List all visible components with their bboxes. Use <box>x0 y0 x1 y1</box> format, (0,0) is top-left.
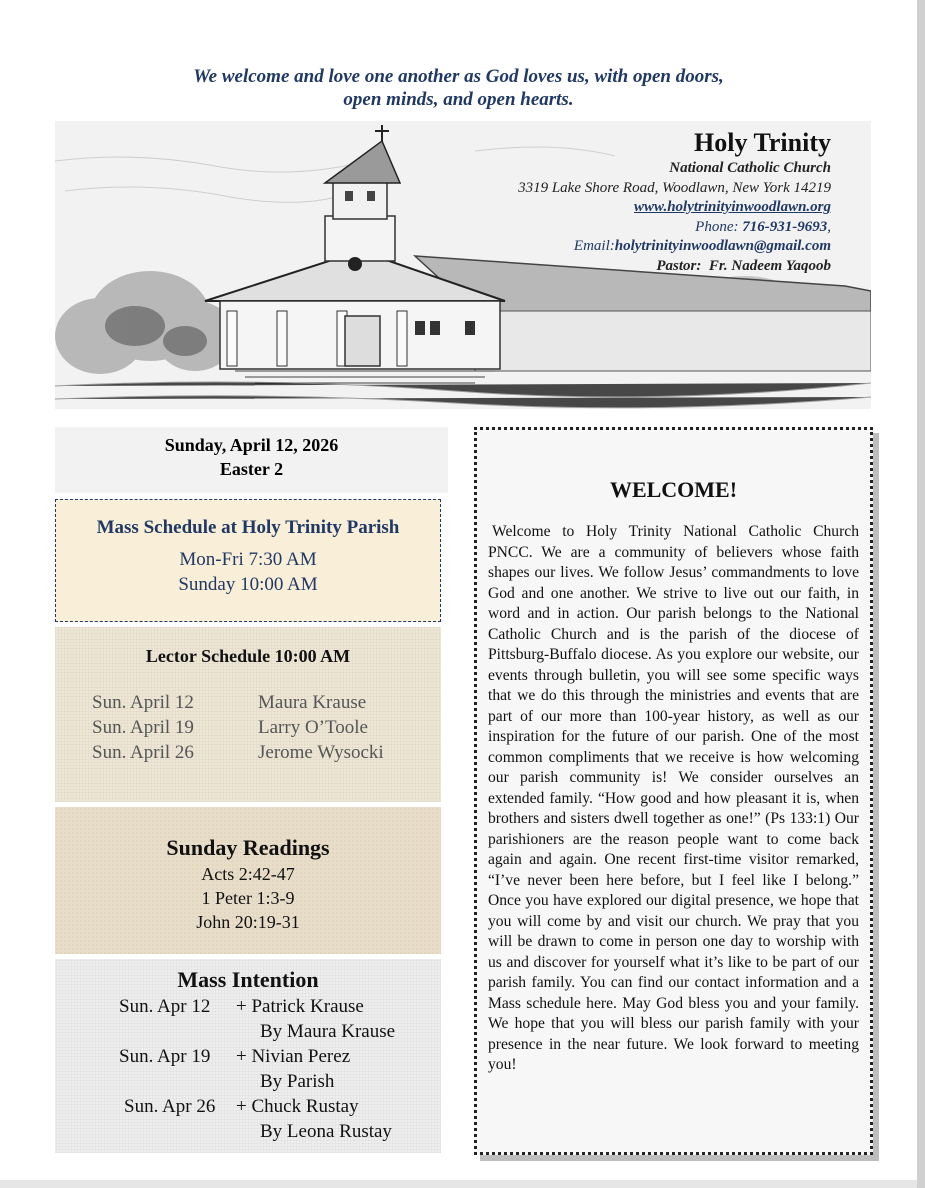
phone-label: Phone: <box>695 218 739 235</box>
lector-name: Jerome Wysocki <box>258 742 384 763</box>
lector-row <box>92 715 368 740</box>
readings-title: Sunday Readings <box>166 835 330 860</box>
church-address: 3319 Lake Shore Road, Woodlawn, New York 14219 <box>518 179 831 196</box>
church-header-image <box>55 121 871 409</box>
intention-by: By Leona Rustay <box>260 1121 392 1142</box>
intention-date: Sun. Apr 12 <box>119 996 211 1017</box>
lector-row <box>92 690 366 715</box>
phone-number[interactable]: 716-931-9693 <box>742 218 828 235</box>
intention-name: + Chuck Rustay <box>236 1096 359 1117</box>
lector-date: Sun. April 12 <box>92 692 194 713</box>
lector-date: Sun. April 19 <box>92 717 194 738</box>
lector-schedule-title: Lector Schedule 10:00 AM <box>145 646 351 666</box>
tagline-line-2: open minds, and open hearts. <box>343 89 574 110</box>
sunday-readings-box <box>55 807 441 954</box>
mass-intention-box <box>55 959 441 1153</box>
mass-schedule-sunday: Sunday 10:00 AM <box>178 574 318 595</box>
church-website-link[interactable]: www.holytrinityinwoodlawn.org <box>634 199 831 216</box>
welcome-title: WELCOME! <box>609 477 738 502</box>
church-pastor-line: Pastor: Fr. Nadeem Yaqoob <box>656 257 831 274</box>
lector-schedule-box <box>55 627 441 802</box>
email-address[interactable]: holytrinityinwoodlawn@gmail.com <box>614 238 831 255</box>
intention-name: + Patrick Krause <box>236 996 364 1017</box>
tagline-line-1: We welcome and love one another as God loves us, with open doors, <box>193 66 724 87</box>
lector-name: Larry O’Toole <box>258 717 368 738</box>
intention-by: By Parish <box>260 1071 335 1092</box>
lector-row <box>92 740 384 765</box>
lector-name: Maura Krause <box>258 692 367 713</box>
tagline <box>0 65 917 111</box>
mass-schedule-box <box>55 499 441 622</box>
pastor-name: Fr. Nadeem Yaqoob <box>708 257 831 274</box>
intention-by: By Maura Krause <box>260 1021 396 1042</box>
bulletin-date: Sunday, April 12, 2026 <box>164 435 339 455</box>
reading-line: Acts 2:42-47 <box>201 864 295 884</box>
reading-line: 1 Peter 1:3-9 <box>201 888 295 908</box>
mass-schedule-title: Mass Schedule at Holy Trinity Parish <box>96 517 400 538</box>
welcome-text: Welcome to Holy Trinity National Catholic Church PNCC. We are a community of believers whose faith shapes our lives. We follow Jesus’ commandments to love God and one another. We strive to live out our faith, in word and in action. Our parish belongs to the National Catholic Church and is the parish of the diocese of Pittsburg-Buffalo diocese. As you explore our website, our events through bulletin, you will see some specific ways that we do this through the ministries and events that are part of our more than 100-year history, as well as our inspiration for the future of our parish. One of the most common compliments that we receive is how welcoming our parish community is! We consider ourselves an extended family. “How good and how pleasant it is, when brothers and sisters dwell together as one!” (Ps 133:1) Our parishioners are the reason people want to come back again and again. One recent first-time visitor remarked, “I’ve never been here before, but I feel like I belong.” Once you have explored our digital presence, we hope that you will come by and visit our church. We pray that you will be drawn to come in person one day to worship with us and discover for yourself what it’s like to be part of our parish family. You can find our contact information and a Mass schedule here. May God bless you and your family. We hope that you will bless our parish family with your presence in the near future. We look forward to meeting you! <box>488 523 859 1073</box>
church-name: Holy Trinity <box>694 128 831 157</box>
intention-date: Sun. Apr 26 <box>124 1096 216 1117</box>
mass-schedule-weekday: Mon-Fri 7:30 AM <box>179 549 317 570</box>
lector-date: Sun. April 26 <box>92 742 194 763</box>
intention-name: + Nivian Perez <box>236 1046 351 1067</box>
church-denomination: National Catholic Church <box>669 160 831 176</box>
intention-title: Mass Intention <box>177 967 319 992</box>
pastor-label: Pastor <box>656 257 697 274</box>
page-edge-shadow <box>917 0 925 1188</box>
intention-date: Sun. Apr 19 <box>119 1046 211 1067</box>
bulletin-date-box <box>55 427 448 493</box>
welcome-box <box>474 427 873 1155</box>
liturgical-occasion: Easter 2 <box>219 459 284 479</box>
email-label: Email: <box>573 238 615 255</box>
reading-line: John 20:19-31 <box>196 912 300 932</box>
church-contact-info <box>518 127 831 277</box>
church-phone-line: Phone: 716-931-9693, <box>695 218 831 235</box>
church-email-line <box>518 237 831 257</box>
